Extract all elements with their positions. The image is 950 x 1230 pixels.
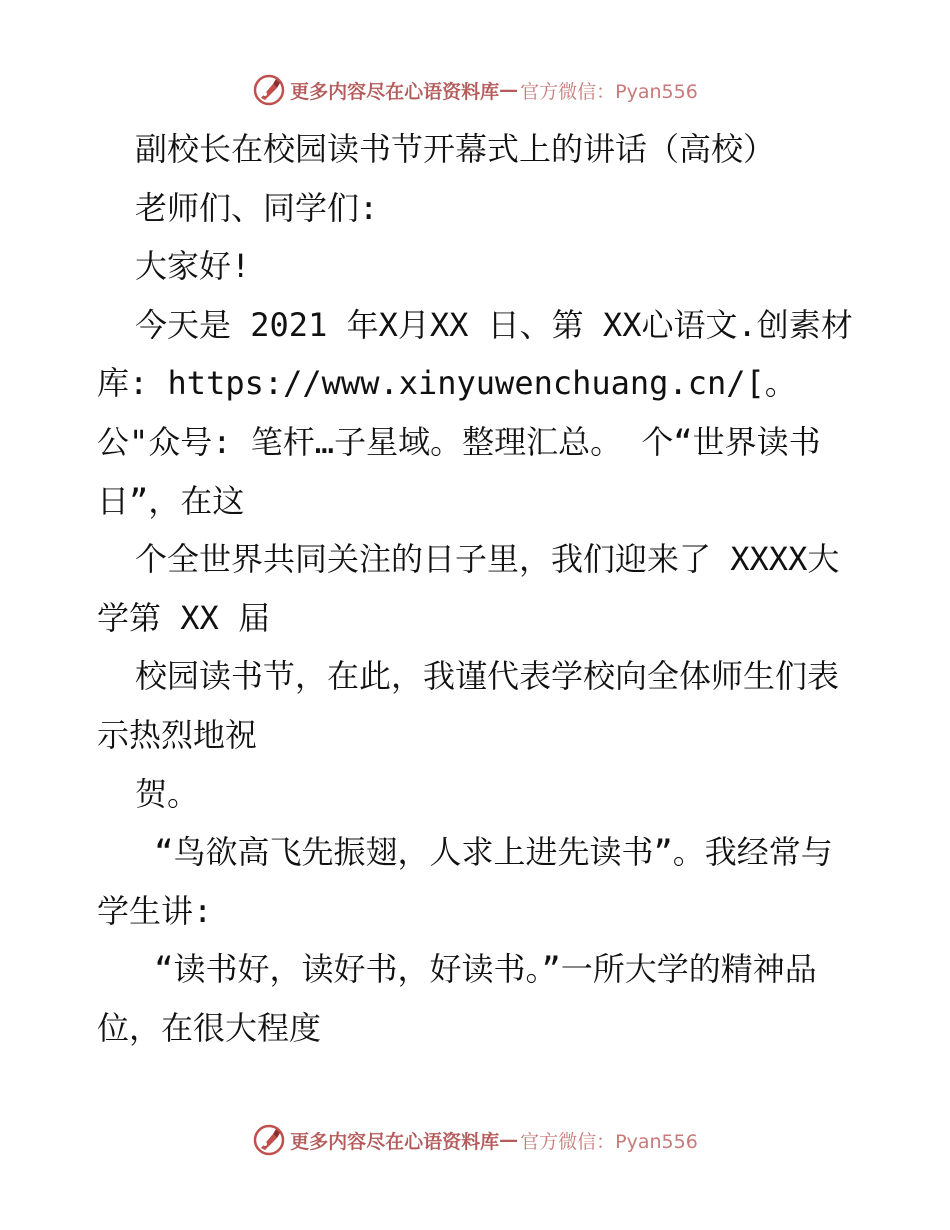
banner-text: 更多内容尽在心语资料库 — [290, 1130, 500, 1153]
banner-wechat: 官方微信：Pyan556 — [520, 80, 698, 103]
paragraph: 大家好! — [135, 247, 251, 286]
pen-logo-icon — [252, 73, 286, 107]
paragraph: 个全世界共同关注的日子里，我们迎来了 XXXX大学第 XX 届 — [97, 540, 840, 637]
document-title: 副校长在校园读书节开幕式上的讲话（高校） — [135, 130, 776, 168]
header-banner — [0, 70, 950, 110]
banner-wechat: 官方微信：Pyan556 — [520, 1130, 698, 1153]
banner-text: 更多内容尽在心语资料库 — [290, 80, 500, 103]
paragraph: 今天是 2021 年X月XX 日、第 XX心语文.创素材库: https://www.xinyuwenchuang.cn/[。公"众号: 笔杆…子星域。整理汇总。 个“世界读书日”，在这 — [97, 305, 853, 520]
footer-banner — [0, 1120, 950, 1160]
paragraph: 老师们、同学们: — [135, 188, 379, 227]
pen-logo-icon — [252, 1123, 286, 1157]
paragraph: “读书好，读好书，好读书。”一所大学的精神品位，在很大程度 — [97, 950, 817, 1047]
paragraph: 贺。 — [135, 774, 200, 813]
paragraph: “鸟欲高飞先振翅，人求上进先读书”。我经常与学生讲: — [97, 833, 833, 930]
banner-separator: — — [499, 79, 519, 101]
banner-separator: — — [499, 1129, 519, 1151]
paragraph: 校园读书节，在此，我谨代表学校向全体师生们表示热烈地祝 — [97, 657, 840, 754]
document-body — [97, 120, 857, 1058]
